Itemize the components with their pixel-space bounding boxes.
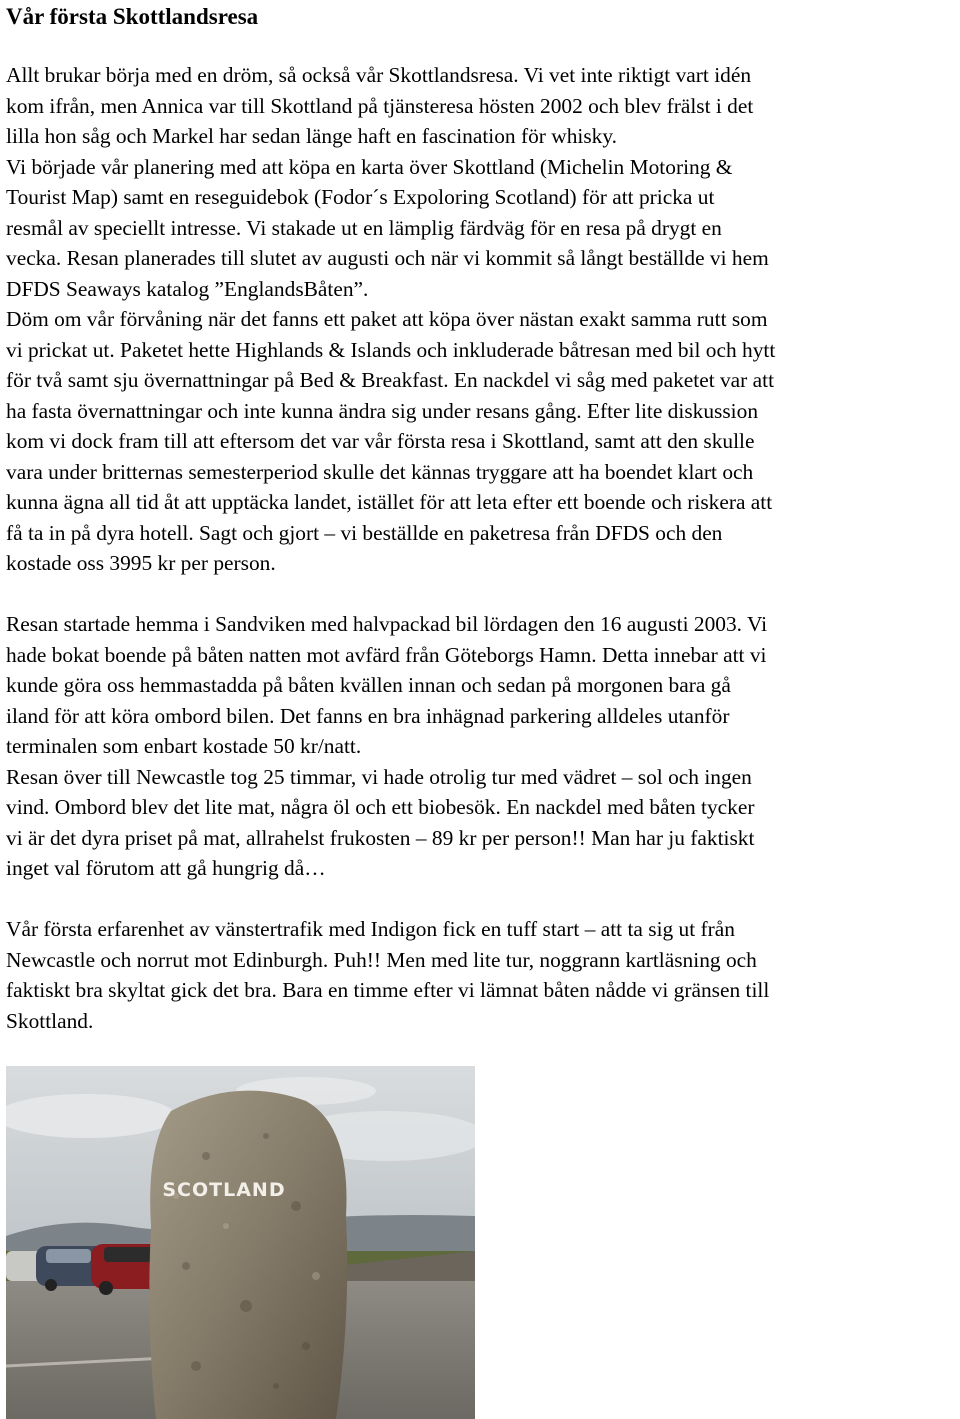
- text-line: Skottland.: [6, 1008, 94, 1033]
- text-line: ha fasta övernattningar och inte kunna ändra sig under resans gång. Efter lite diskussion: [6, 398, 759, 423]
- text-line: faktiskt bra skyltat gick det bra. Bara en timme efter vi lämnat båten nådde vi gränsen till: [6, 978, 770, 1002]
- text-line: få ta in på dyra hotell. Sagt och gjort – vi beställde en paketresa från DFDS och den: [6, 520, 723, 545]
- text-line: kom vi dock fram till att eftersom det var vår första resa i Skottland, samt att den skulle: [6, 429, 755, 453]
- text-line: Resan startade hemma i Sandviken med halvpackad bil lördagen den 16 augusti 2003. Vi: [6, 612, 768, 636]
- text-line: kostade oss 3995 kr per person.: [6, 551, 276, 575]
- text-line: Döm om vår förvåning när det fanns ett paket att köpa över nästan exakt samma rutt som: [6, 307, 768, 331]
- text-line: hade bokat boende på båten natten mot avfärd från Göteborgs Hamn. Detta innebar att vi: [6, 642, 767, 667]
- text-line: kom ifrån, men Annica var till Skottland på tjänsteresa hösten 2002 och blev frälst i det: [6, 93, 754, 118]
- text-line: kunna ägna all tid åt att upptäcka landet, istället för att leta efter ett boende och riskera att: [6, 490, 773, 514]
- text-line: inget val förutom att gå hungrig då…: [6, 856, 326, 880]
- paragraph-ferry: [6, 609, 956, 884]
- text-line: terminalen som enbart kostade 50 kr/natt.: [6, 734, 362, 758]
- paragraph-planning: [6, 60, 956, 579]
- text-line: Newcastle och norrut mot Edinburgh. Puh!! Men med lite tur, noggrann kartläsning och: [6, 947, 757, 972]
- paragraph-drive: [6, 914, 956, 1036]
- text-line: Tourist Map) samt en reseguidebok (Fodor´s Expoloring Scotland) för att pricka ut: [6, 185, 715, 209]
- text-line: Resan över till Newcastle tog 25 timmar, vi hade otrolig tur med vädret – sol och ingen: [6, 764, 752, 789]
- text-line: DFDS Seaways katalog ”EnglandsBåten”.: [6, 276, 369, 301]
- text-line: för två samt sju övernattningar på Bed & Breakfast. En nackdel vi såg med paketet var att: [6, 368, 775, 392]
- text-line: lilla hon såg och Markel har sedan länge haft en fascination för whisky.: [6, 124, 618, 148]
- text-line: Allt brukar börja med en dröm, så också vår Skottlandsresa. Vi vet inte riktigt vart idén: [6, 63, 752, 87]
- text-line: vara under britternas semesterperiod skulle det kännas tryggare att ha boendet klart och: [6, 459, 754, 484]
- text-line: resmål av speciellt intresse. Vi stakade ut en lämplig färdväg för en resa på drygt en: [6, 215, 722, 240]
- text-line: vind. Ombord blev det lite mat, några öl och ett biobesök. En nackdel med båten tycker: [6, 795, 755, 819]
- scotland-border-stone-photo: [6, 1066, 475, 1419]
- text-line: vi prickat ut. Paketet hette Highlands & Islands och inkluderade båtresan med bil och hytt: [6, 337, 776, 362]
- text-line: iland för att köra ombord bilen. Det fanns en bra inhägnad parkering alldeles utanför: [6, 703, 730, 728]
- text-line: Vi började vår planering med att köpa en karta över Skottland (Michelin Motoring &: [6, 154, 733, 179]
- text-line: vi är det dyra priset på mat, allrahelst frukosten – 89 kr per person!! Man har ju faktiskt: [6, 825, 755, 850]
- text-line: Vår första erfarenhet av vänstertrafik med Indigon fick en tuff start – att ta sig ut från: [6, 917, 735, 941]
- text-line: kunde göra oss hemmastadda på båten kvällen innan och sedan på morgonen bara gå: [6, 673, 731, 697]
- stone-lettering: SCOTLAND: [162, 1179, 286, 1201]
- document: [6, 0, 956, 1033]
- page-title: Vår första Skottlandsresa: [6, 4, 259, 29]
- text-line: vecka. Resan planerades till slutet av augusti och när vi kommit så långt beställde vi hem: [6, 246, 769, 270]
